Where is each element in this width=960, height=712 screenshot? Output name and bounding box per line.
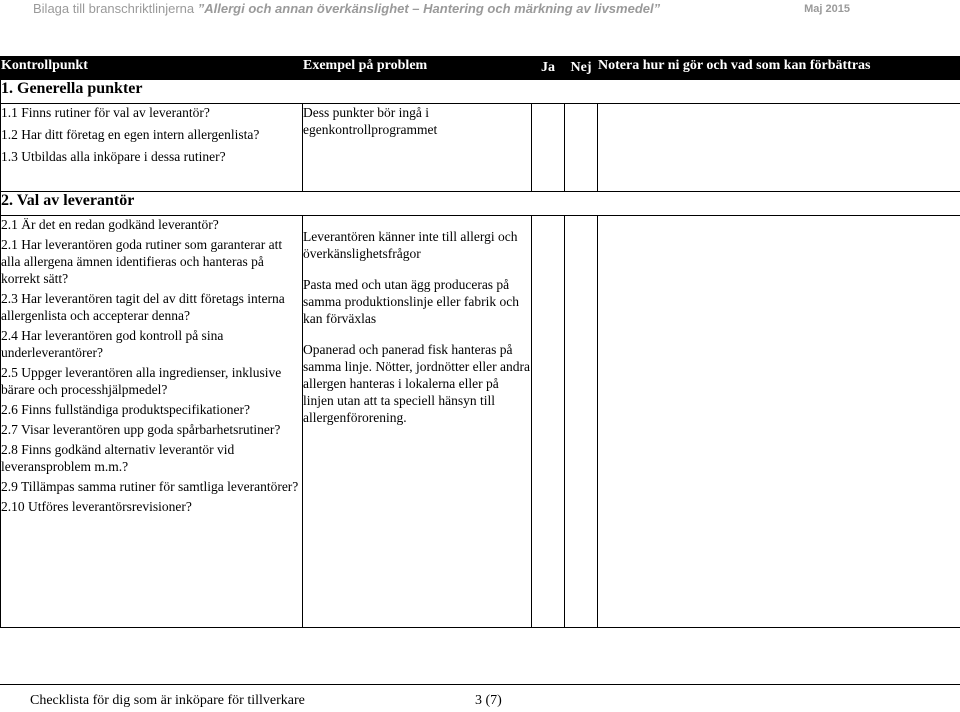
- question-1-2: 1.2 Har ditt företag en egen intern allergenlista?: [1, 126, 302, 143]
- question-1-3: 1.3 Utbildas alla inköpare i dessa rutiner?: [1, 148, 302, 165]
- nej-cell[interactable]: [565, 104, 598, 192]
- example-text: Pasta med och utan ägg produceras på samma produktionslinje eller fabrik och kan förväxlas: [303, 276, 531, 327]
- section-row-2: [1, 192, 960, 216]
- page-number: 3 (7): [475, 693, 502, 709]
- example-text: Opanerad och panerad fisk hanteras på samma linje. Nötter, jordnötter eller andra allergen hanteras i lokalerna eller på linjen utan att ta speciell hänsyn till allergenförorening.: [303, 341, 531, 426]
- question-2-6: 2.6 Finns fullständiga produktspecifikationer?: [1, 401, 302, 418]
- question-2-3: 2.3 Har leverantören tagit del av ditt företags interna allergenlista och accepterar denna?: [1, 290, 302, 324]
- col-header-notera: Notera hur ni gör och vad som kan förbättras: [598, 57, 960, 80]
- question-list: [1, 104, 303, 192]
- section-title: 1. Generella punkter: [1, 80, 960, 104]
- question-2-10: 2.10 Utföres leverantörsrevisioner?: [1, 498, 302, 515]
- question-2-1: 2.1 Är det en redan godkänd leverantör?: [1, 216, 302, 233]
- question-2-1b: 2.1 Har leverantören goda rutiner som garanterar att alla allergena ämnen identifieras och hanteras på korrekt sätt?: [1, 236, 302, 287]
- page-footer: [0, 684, 960, 712]
- ja-cell[interactable]: [532, 104, 565, 192]
- header-date: Maj 2015: [804, 3, 850, 15]
- question-1-1: 1.1 Finns rutiner för val av leverantör?: [1, 104, 302, 121]
- nej-cell[interactable]: [565, 216, 598, 628]
- question-2-9: 2.9 Tillämpas samma rutiner för samtliga leverantörer?: [1, 478, 302, 495]
- question-2-7: 2.7 Visar leverantören upp goda spårbarhetsrutiner?: [1, 421, 302, 438]
- questions-row-1: [1, 104, 960, 192]
- notes-cell[interactable]: [598, 216, 960, 628]
- col-header-ja: Ja: [532, 57, 565, 80]
- section-title: 2. Val av leverantör: [1, 192, 960, 216]
- example-text: Dess punkter bör ingå i egenkontrollprogrammet: [303, 104, 531, 138]
- example-text: Leverantören känner inte till allergi och överkänslighetsfrågor: [303, 228, 531, 262]
- questions-row-2: [1, 216, 960, 628]
- question-2-5: 2.5 Uppger leverantören alla ingredienser, inklusive bärare och processhjälpmedel?: [1, 364, 302, 398]
- footer-label: Checklista för dig som är inköpare för tillverkare: [30, 693, 305, 709]
- header-title: [33, 1, 660, 16]
- question-2-4: 2.4 Har leverantören god kontroll på sina underleverantörer?: [1, 327, 302, 361]
- notes-cell[interactable]: [598, 104, 960, 192]
- col-header-kontrollpunkt: Kontrollpunkt: [1, 57, 303, 80]
- page-header: [0, 0, 960, 20]
- ja-cell[interactable]: [532, 216, 565, 628]
- header-prefix: Bilaga till branschriktlinjerna: [33, 1, 198, 16]
- checklist-table: [0, 56, 960, 628]
- question-list: [1, 216, 303, 628]
- example-cell: [303, 216, 532, 628]
- col-header-nej: Nej: [565, 57, 598, 80]
- col-header-exempel: Exempel på problem: [303, 57, 532, 80]
- question-2-8: 2.8 Finns godkänd alternativ leverantör vid leveransproblem m.m.?: [1, 441, 302, 475]
- section-row-1: [1, 80, 960, 104]
- example-cell: [303, 104, 532, 192]
- header-doc-title: ”Allergi och annan överkänslighet – Hantering och märkning av livsmedel”: [198, 1, 660, 16]
- table-header-row: [1, 57, 960, 80]
